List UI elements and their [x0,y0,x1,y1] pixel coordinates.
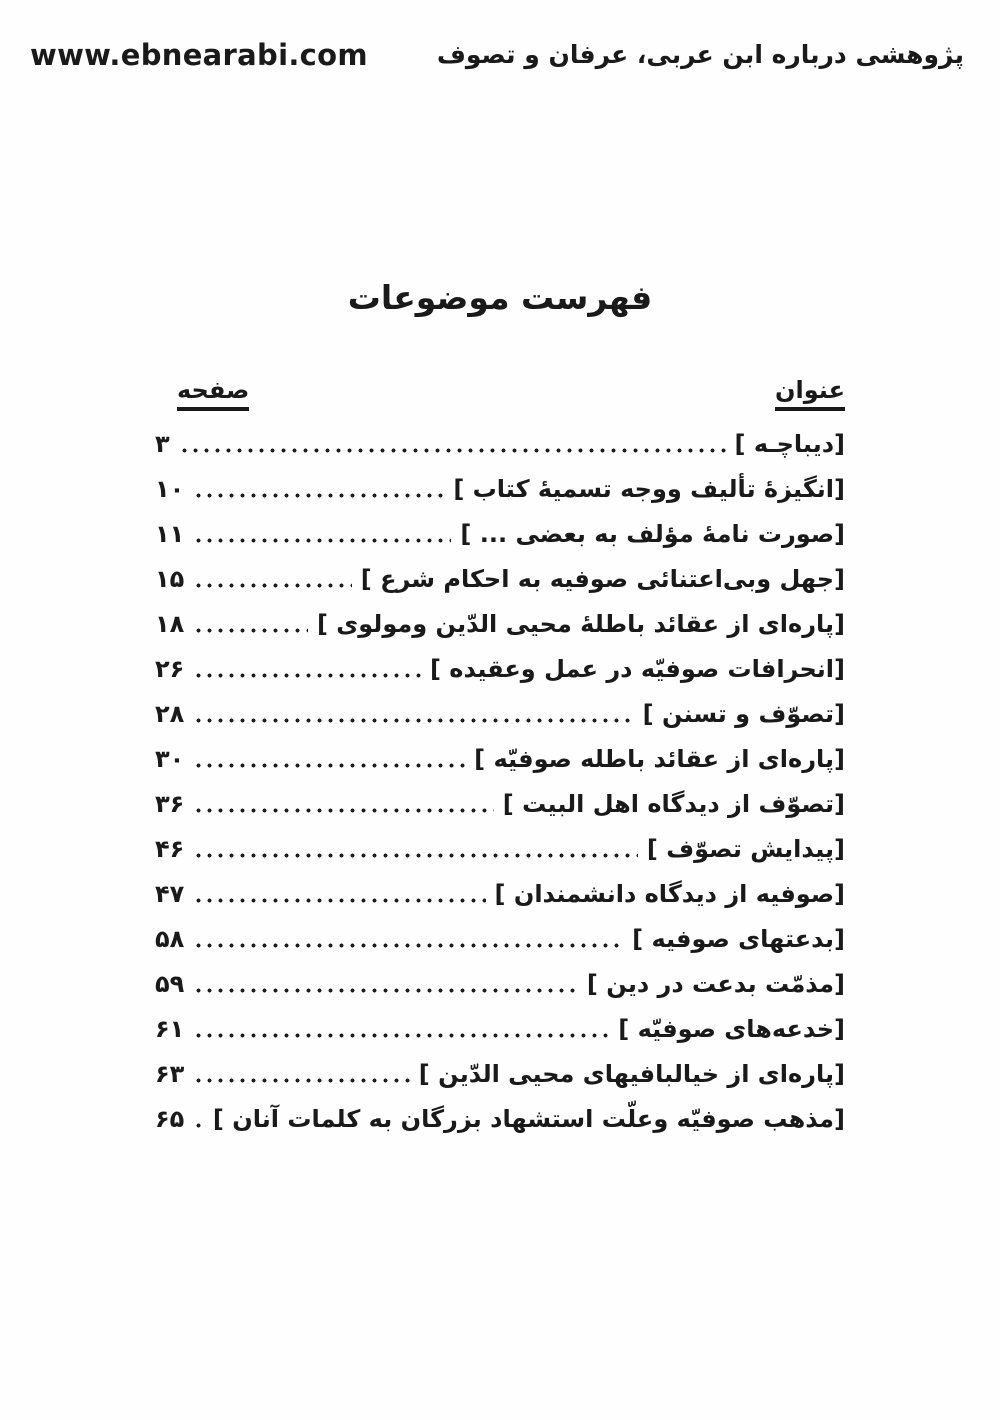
dotted-leader [193,1007,609,1052]
column-header-title: عنوان [775,376,845,411]
toc-entry-row [155,782,845,827]
entry-title: [پاره‌ای از خیالبافیهای محیی الدّین ] [418,1060,845,1088]
entry-page-number: ۵۸ [155,925,185,953]
entry-page-number: ۳۶ [155,790,185,818]
toc-title: فهرست موضوعات [347,278,653,317]
page-header [30,38,964,72]
entry-title: [صورت نامهٔ مؤلف به بعضی ... ] [460,520,845,548]
entry-page-number: ۳۰ [155,745,185,773]
toc-entry-row [155,872,845,917]
entry-page-number: ۱۰ [155,475,185,503]
toc-entry-row [155,557,845,602]
entry-title: [جهل وبی‌اعتنائی صوفیه به احکام شرع ] [360,565,845,593]
dotted-leader [193,737,465,782]
dotted-leader [179,422,726,467]
book-title: پژوهشی درباره ابن عربی، عرفان و تصوف [436,40,964,69]
entry-title: [پاره‌ای از عقائد باطلهٔ محیی الدّین ومولوی ] [316,610,845,638]
toc-entry-row [155,737,845,782]
entry-title: [صوفیه از دیدگاه دانشمندان ] [494,880,845,908]
entry-title: [خدعه‌های صوفیّه ] [618,1015,845,1043]
entry-page-number: ۶۱ [155,1015,185,1043]
dotted-leader [193,647,421,692]
entry-title: [تصوّف و تسنن ] [642,700,845,728]
table-of-contents [155,376,845,1142]
entry-page-number: ۳ [155,430,170,458]
dotted-leader [193,1097,204,1142]
toc-entry-row [155,1007,845,1052]
entry-page-number: ۲۸ [155,700,185,728]
dotted-leader [193,872,485,917]
toc-entry-row [155,1052,845,1097]
dotted-leader [193,467,444,512]
toc-entry-row [155,602,845,647]
entry-page-number: ۴۷ [155,880,185,908]
toc-entry-list [155,422,845,1142]
dotted-leader [193,602,308,647]
toc-entry-row [155,467,845,512]
entry-page-number: ۵۹ [155,970,185,998]
entry-page-number: ۶۵ [155,1105,185,1133]
dotted-leader [193,917,623,962]
entry-page-number: ۴۶ [155,835,185,863]
dotted-leader [193,1052,409,1097]
entry-title: [انگیزهٔ تألیف ووجه تسمیهٔ کتاب ] [453,475,845,503]
dotted-leader [193,557,351,602]
dotted-leader [193,962,578,1007]
entry-title: [تصوّف از دیدگاه اهل البیت ] [502,790,845,818]
toc-entry-row [155,422,845,467]
toc-entry-row [155,962,845,1007]
entry-title: [بدعتهای صوفیه ] [632,925,845,953]
entry-page-number: ۱۵ [155,565,185,593]
toc-entry-row [155,827,845,872]
toc-entry-row [155,1097,845,1142]
entry-page-number: ۲۶ [155,655,185,683]
column-header-page: صفحه [177,376,249,411]
dotted-leader [193,512,451,557]
entry-title: [مذهب صوفیّه وعلّت استشهاد بزرگان به کلمات آنان ] [212,1105,845,1133]
toc-entry-row [155,692,845,737]
toc-entry-row [155,512,845,557]
entry-title: [پاره‌ای از عقائد باطله صوفیّه ] [474,745,845,773]
entry-title: [دیباچـه ] [734,430,845,458]
toc-entry-row [155,917,845,962]
entry-page-number: ۶۳ [155,1060,185,1088]
entry-page-number: ۱۱ [155,520,185,548]
website-url: www.ebnearabi.com [30,38,368,72]
toc-entry-row [155,647,845,692]
toc-column-headers [155,376,845,411]
entry-page-number: ۱۸ [155,610,185,638]
entry-title: [مذمّت بدعت در دین ] [586,970,845,998]
dotted-leader [193,782,494,827]
entry-title: [انحرافات صوفیّه در عمل وعقیده ] [429,655,845,683]
entry-title: [پیدایش تصوّف ] [646,835,845,863]
dotted-leader [193,692,633,737]
dotted-leader [193,827,638,872]
